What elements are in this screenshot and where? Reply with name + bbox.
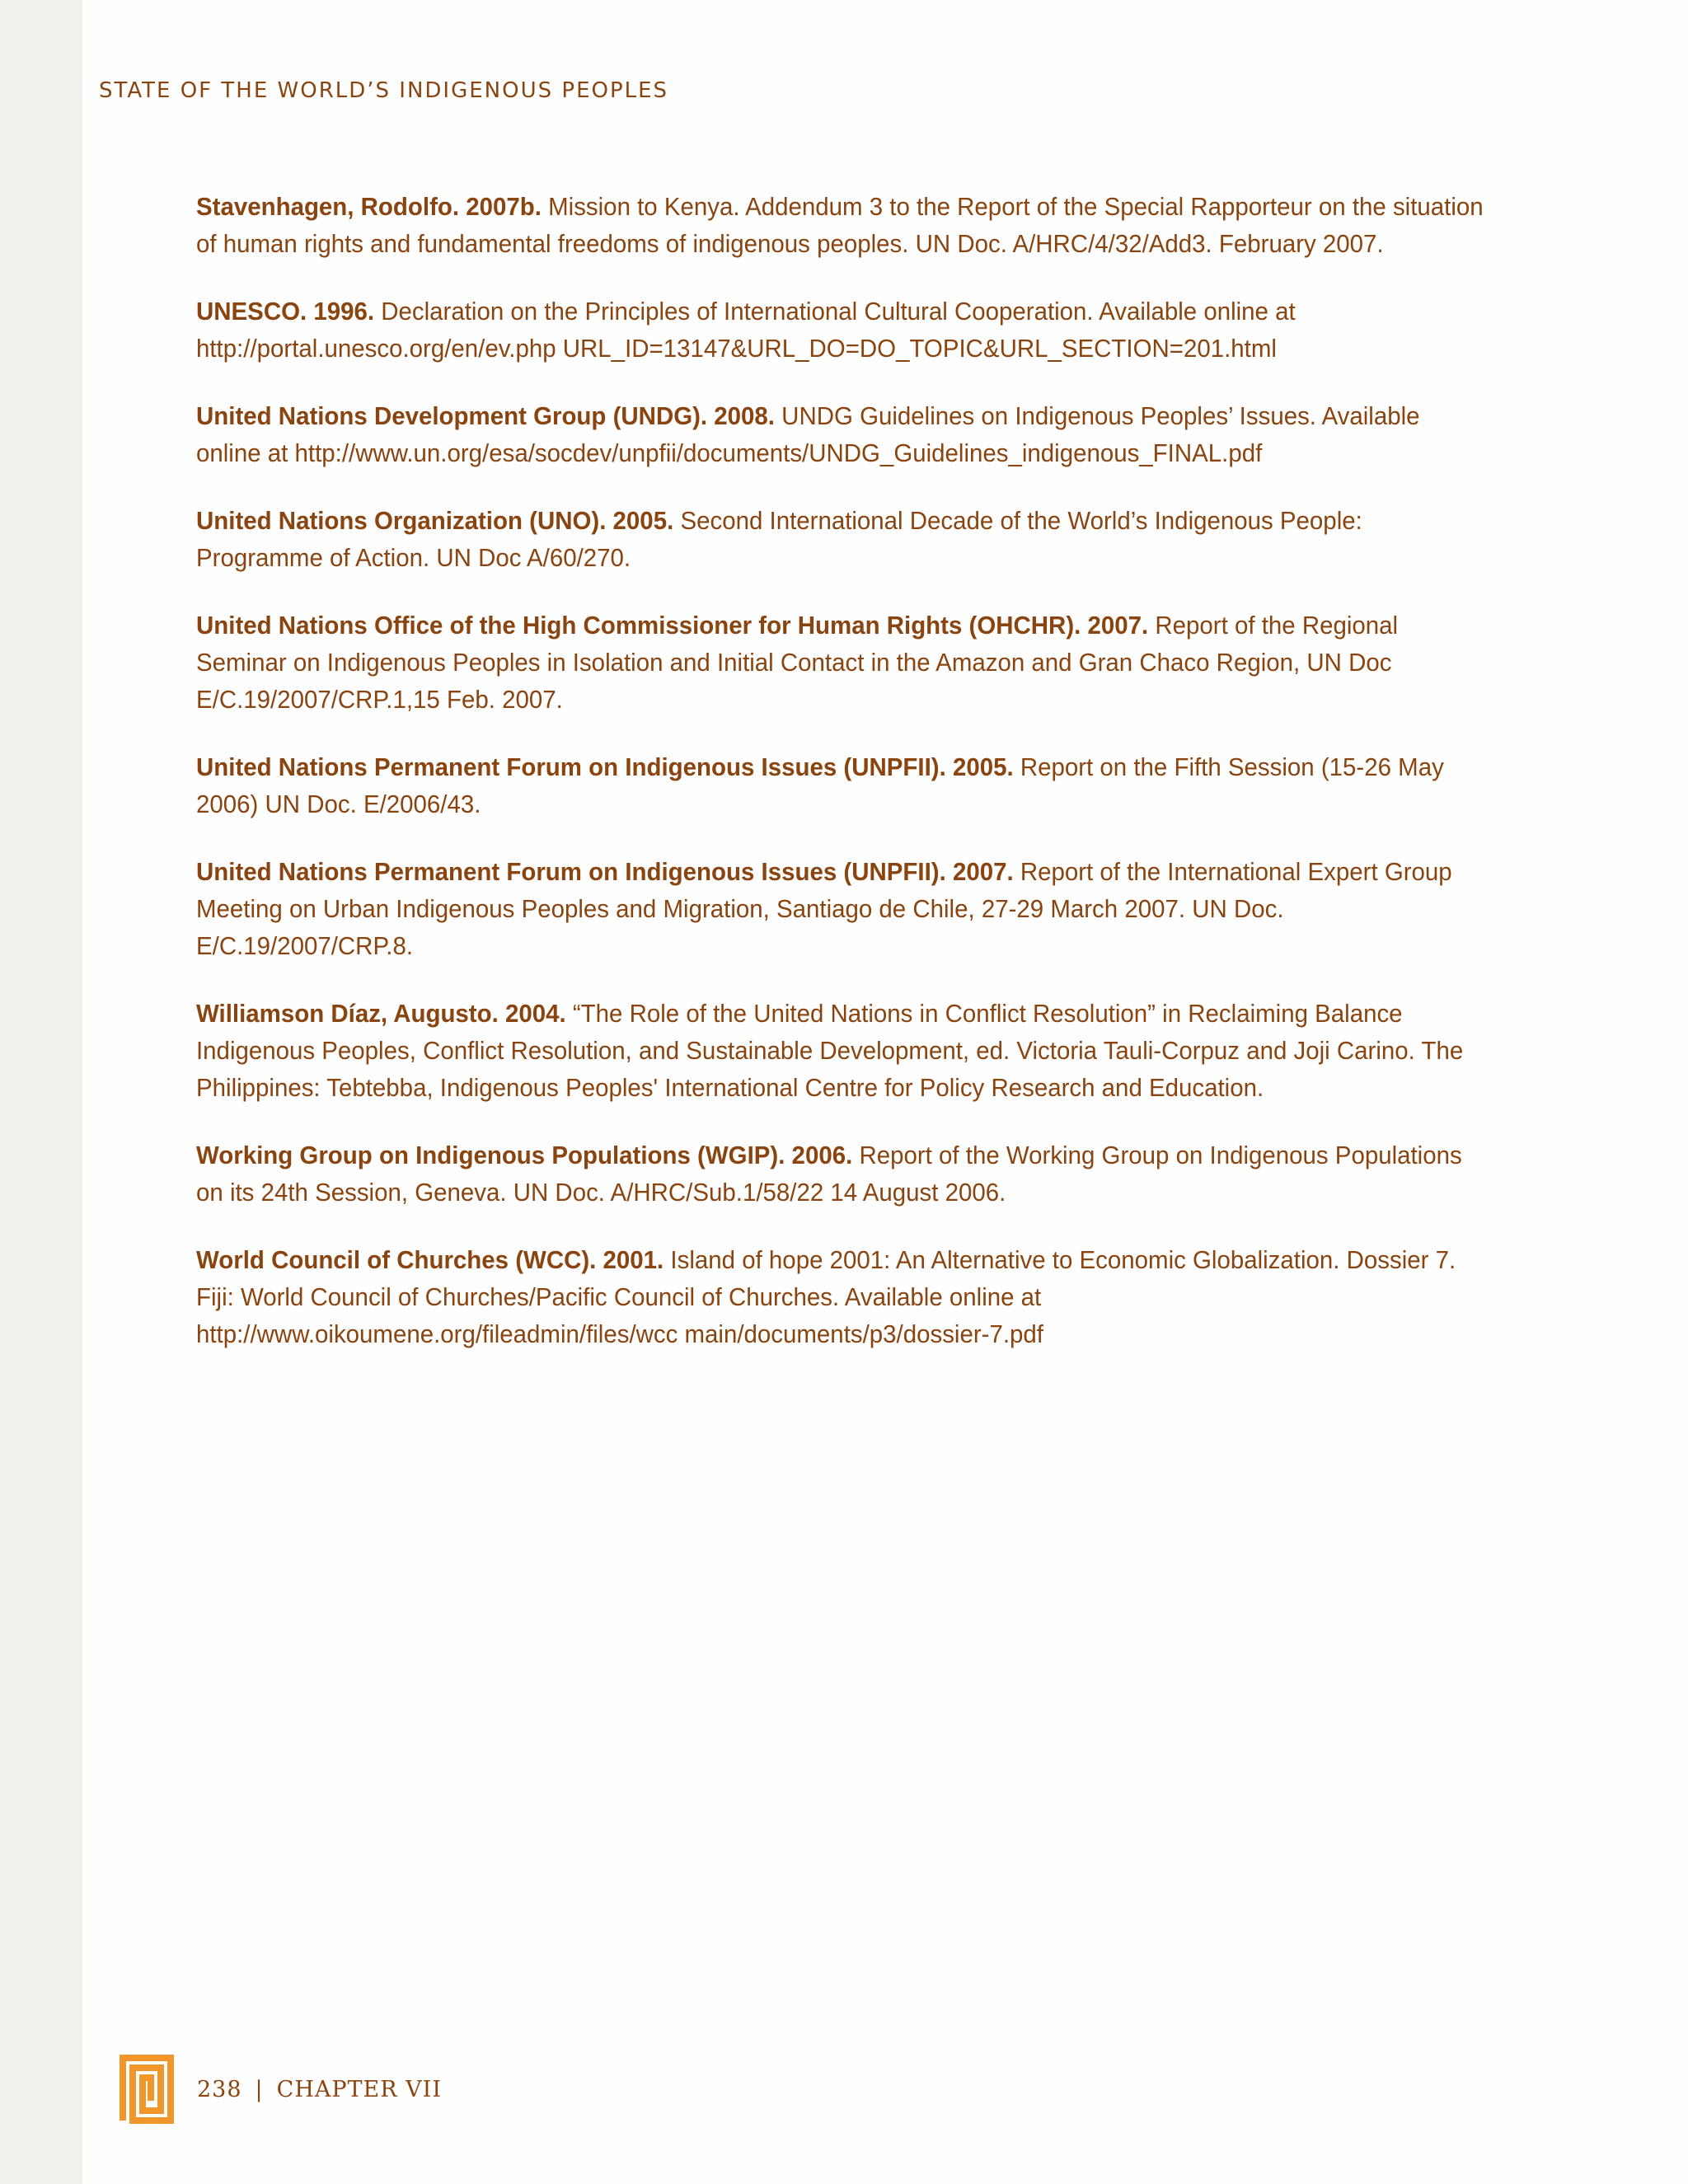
reference-text: Declaration on the Principles of International Cultural Cooperation. Available online at http://portal.unesco.org/en/ev.php URL_ID=13147&URL_DO=DO_TOPIC&URL_SECTION=201.html (196, 297, 1296, 363)
reference-author: Stavenhagen, Rodolfo. 2007b. (196, 192, 542, 221)
reference-entry (196, 293, 1489, 367)
reference-text: Report on the Fifth Session (15-26 May 2006) UN Doc. E/2006/43. (196, 752, 1444, 818)
reference-entry (196, 188, 1489, 262)
reference-text: Island of hope 2001: An Alternative to Economic Globalization. Dossier 7. Fiji: World Council of Churches/Pacific Council of Churches. Available online at http://www.oikoumene.org/fileadmin/files/wcc main/documents/p3/dossier-7.pdf (196, 1245, 1456, 1348)
reference-entry (196, 853, 1489, 964)
reference-text: Report of the Working Group on Indigenous Populations on its 24th Session, Geneva. UN Doc. A/HRC/Sub.1/58/22 14 August 2006. (196, 1141, 1462, 1207)
reference-entry (196, 748, 1489, 823)
reference-text: Report of the Regional Seminar on Indigenous Peoples in Isolation and Initial Contact in the Amazon and Gran Chaco Region, UN Doc E/C.19/2007/CRP.1,15 Feb. 2007. (196, 611, 1399, 714)
reference-author: United Nations Permanent Forum on Indigenous Issues (UNPFII). 2007. (196, 857, 1014, 886)
reference-entry (196, 502, 1489, 576)
reference-text: UNDG Guidelines on Indigenous Peoples’ Issues. Available online at http://www.un.org/esa/socdev/unpfii/documents/UNDG_Guidelines_indigenous_FINAL.pdf (196, 401, 1420, 467)
reference-entry (196, 995, 1489, 1106)
reference-author: UNESCO. 1996. (196, 297, 375, 326)
reference-text: Mission to Kenya. Addendum 3 to the Report of the Special Rapporteur on the situation of human rights and fundamental freedoms of indigenous peoples. UN Doc. A/HRC/4/32/Add3. February 2007. (196, 192, 1484, 258)
reference-text: Report of the International Expert Group Meeting on Urban Indigenous Peoples and Migration, Santiago de Chile, 27-29 March 2007. UN Doc. E/C.19/2007/CRP.8. (196, 857, 1452, 960)
reference-entry (196, 1241, 1489, 1352)
reference-entry (196, 1137, 1489, 1211)
reference-author: Working Group on Indigenous Populations (WGIP). 2006. (196, 1141, 853, 1169)
reference-author: Williamson Díaz, Augusto. 2004. (196, 999, 566, 1028)
reference-text: “The Role of the United Nations in Conflict Resolution” in Reclaiming Balance Indigenous Peoples, Conflict Resolution, and Sustainable Development, ed. Victoria Tauli-Corpuz and Joji Carino. The Philippines: Tebtebba, Indigenous Peoples' International Centre for Policy Research and Education. (196, 999, 1464, 1102)
reference-author: World Council of Churches (WCC). 2001. (196, 1245, 664, 1274)
page-number: 238 (197, 2076, 242, 2102)
reference-author: United Nations Permanent Forum on Indigenous Issues (UNPFII). 2005. (196, 752, 1014, 781)
reference-entry (196, 607, 1489, 718)
reference-entry (196, 397, 1489, 471)
page-folio (197, 2077, 442, 2102)
reference-text: Second International Decade of the World’s Indigenous People: Programme of Action. UN Doc A/60/270. (196, 506, 1362, 572)
running-header: STATE OF THE WORLD’S INDIGENOUS PEOPLES (99, 78, 669, 103)
reference-list (196, 188, 1490, 1383)
page-footer (120, 2052, 442, 2126)
chapter-label: CHAPTER VII (276, 2076, 442, 2102)
reference-author: United Nations Organization (UNO). 2005. (196, 506, 674, 535)
spiral-logo-icon (120, 2055, 174, 2124)
reference-author: United Nations Office of the High Commissioner for Human Rights (OHCHR). 2007. (196, 611, 1149, 640)
reference-author: United Nations Development Group (UNDG). 2008. (196, 401, 775, 430)
folio-separator: | (255, 2076, 264, 2102)
